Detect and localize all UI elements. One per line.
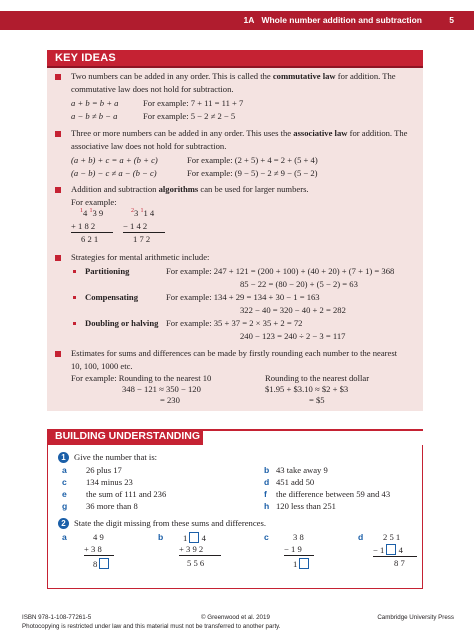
q2d-result: 8 7 xyxy=(394,558,405,568)
strategy-doubling-halving: Doubling or halving xyxy=(85,318,159,328)
strategy-partitioning: Partitioning xyxy=(85,266,130,276)
commutative-example-sub: For example: 5 − 2 ≠ 2 − 5 xyxy=(143,111,236,121)
subtraction-result: 1 7 2 xyxy=(133,234,151,244)
q2c-result: 1 xyxy=(293,558,309,570)
addition-second-row: + 1 8 2 xyxy=(71,221,113,233)
addition-result: 6 2 1 xyxy=(81,234,99,244)
q1-text-d: 451 add 50 xyxy=(276,477,315,487)
q1-label-g: g xyxy=(62,501,68,511)
key-ideas-box xyxy=(47,50,423,411)
sub-bullet-icon xyxy=(73,322,76,325)
estimate-left-line2: = 230 xyxy=(160,395,180,405)
q2b-result: 5 5 6 xyxy=(187,558,205,568)
key-ideas-title-bar xyxy=(47,50,423,68)
key-ideas-title: KEY IDEAS xyxy=(55,52,116,64)
footer-notice: Photocopying is restricted under law and this material must not be transferred to another party. xyxy=(22,623,281,630)
associative-line1: Three or more numbers can be added in any order. This uses the associative law for addition. The xyxy=(71,128,408,138)
associative-rule-add: (a + b) + c = a + (b + c) xyxy=(71,155,158,165)
partitioning-example-2: 85 − 22 = (80 − 20) + (5 − 2) = 63 xyxy=(240,279,358,289)
footer-isbn: ISBN 978-1-108-77261-5 xyxy=(22,614,92,621)
compensating-example-1: For example: 134 + 29 = 134 + 30 − 1 = 163 xyxy=(166,292,320,302)
q1-label-a: a xyxy=(62,465,67,475)
q2-label-b: b xyxy=(158,532,164,542)
page-header-bar xyxy=(0,11,474,30)
doubling-example-2: 240 − 123 = 240 ÷ 2 − 3 = 117 xyxy=(240,331,346,341)
question-2-prompt: State the digit missing from these sums and differences. xyxy=(74,518,266,528)
strategies-intro: Strategies for mental arithmetic include: xyxy=(71,252,210,262)
q1-label-e: e xyxy=(62,489,67,499)
q1-label-c: c xyxy=(62,477,67,487)
answer-box[interactable] xyxy=(99,558,109,569)
q2d-second: − 1 4 xyxy=(373,544,417,557)
q2-label-c: c xyxy=(264,532,269,542)
q1-text-a: 26 plus 17 xyxy=(86,465,122,475)
associative-example-add: For example: (2 + 5) + 4 = 2 + (5 + 4) xyxy=(187,155,318,165)
bullet-square-icon xyxy=(55,351,61,357)
estimate-left-line1: 348 − 121 ≈ 350 − 120 xyxy=(122,384,201,394)
footer-copyright: © Greenwood et al. 2019 xyxy=(201,614,270,621)
q2d-top: 2 5 1 xyxy=(383,532,401,542)
q1-label-f: f xyxy=(264,489,267,499)
sub-bullet-icon xyxy=(73,270,76,273)
strategy-compensating: Compensating xyxy=(85,292,139,302)
commutative-rule-add: a + b = b + a xyxy=(71,98,119,108)
q1-text-e: the sum of 111 and 236 xyxy=(86,489,167,499)
commutative-example-add: For example: 7 + 11 = 11 + 7 xyxy=(143,98,244,108)
estimates-line1: Estimates for sums and differences can be made by firstly rounding each number to the nearest xyxy=(71,348,398,358)
associative-rule-sub: (a − b) − c ≠ a − (b − c) xyxy=(71,168,157,178)
commutative-rule-sub: a − b ≠ b − a xyxy=(71,111,118,121)
q2-label-d: d xyxy=(358,532,364,542)
answer-box[interactable] xyxy=(386,544,396,555)
q2b-second: + 3 9 2 xyxy=(179,544,221,556)
q1-label-d: d xyxy=(264,477,270,487)
bullet-square-icon xyxy=(55,255,61,261)
algorithms-for-example: For example: xyxy=(71,197,117,207)
q2a-second: + 3 8 xyxy=(84,544,114,556)
building-understanding-box xyxy=(47,445,423,589)
commutative-line2: commutative law does not hold for subtraction. xyxy=(71,84,234,94)
bullet-square-icon xyxy=(55,74,61,80)
q1-text-b: 43 take away 9 xyxy=(276,465,328,475)
addition-top-row: $^1$4 $^1$3 9 xyxy=(80,208,104,218)
section-title: 1A Whole number addition and subtraction xyxy=(243,15,422,25)
associative-example-sub: For example: (9 − 5) − 2 ≠ 9 − (5 − 2) xyxy=(187,168,318,178)
q2a-result: 8 xyxy=(93,558,109,570)
q1-text-g: 36 more than 8 xyxy=(86,501,138,511)
subtraction-top-row: $^2$3 $^1$1 4 xyxy=(131,208,155,218)
question-2-number-icon: 2 xyxy=(58,518,69,529)
doubling-example-1: For example: 35 + 37 = 2 × 35 + 2 = 72 xyxy=(166,318,303,328)
associative-line2: associative law does not hold for subtraction. xyxy=(71,141,227,151)
q2c-second: − 1 9 xyxy=(284,544,314,556)
answer-box[interactable] xyxy=(189,532,199,543)
building-understanding-title: BUILDING UNDERSTANDING xyxy=(55,430,201,442)
page-number: 5 xyxy=(449,15,454,25)
q2c-top: 3 8 xyxy=(293,532,304,542)
building-understanding-title-bar xyxy=(47,429,423,445)
q1-text-c: 134 minus 23 xyxy=(86,477,133,487)
q2-label-a: a xyxy=(62,532,67,542)
estimate-right-line1: $1.95 + $3.10 ≈ $2 + $3 xyxy=(265,384,349,394)
subtraction-second-row: − 1 4 2 xyxy=(123,221,165,233)
bullet-square-icon xyxy=(55,187,61,193)
q2a-top: 4 9 xyxy=(93,532,104,542)
partitioning-example-1: For example: 247 + 121 = (200 + 100) + (40 + 20) + (7 + 1) = 368 xyxy=(166,266,395,276)
bullet-square-icon xyxy=(55,131,61,137)
commutative-line1: Two numbers can be added in any order. This is called the commutative law for addition. The xyxy=(71,71,396,81)
estimates-line2: 10, 100, 1000 etc. xyxy=(71,361,133,371)
sub-bullet-icon xyxy=(73,296,76,299)
title-ribbon xyxy=(203,429,423,445)
answer-box[interactable] xyxy=(299,558,309,569)
compensating-example-2: 322 − 40 = 320 − 40 + 2 = 282 xyxy=(240,305,346,315)
q1-text-h: 120 less than 251 xyxy=(276,501,336,511)
question-1-number-icon: 1 xyxy=(58,452,69,463)
estimate-right-heading: Rounding to the nearest dollar xyxy=(265,373,370,383)
q1-label-h: h xyxy=(264,501,270,511)
algorithms-line: Addition and subtraction algorithms can be used for larger numbers. xyxy=(71,184,309,194)
estimate-left-heading: For example: Rounding to the nearest 10 xyxy=(71,373,212,383)
footer-publisher: Cambridge University Press xyxy=(377,614,454,621)
q2b-top: 1 4 xyxy=(183,533,206,543)
q1-label-b: b xyxy=(264,465,270,475)
estimate-right-line2: = $5 xyxy=(309,395,325,405)
question-1-prompt: Give the number that is: xyxy=(74,452,158,462)
q1-text-f: the difference between 59 and 43 xyxy=(276,489,391,499)
